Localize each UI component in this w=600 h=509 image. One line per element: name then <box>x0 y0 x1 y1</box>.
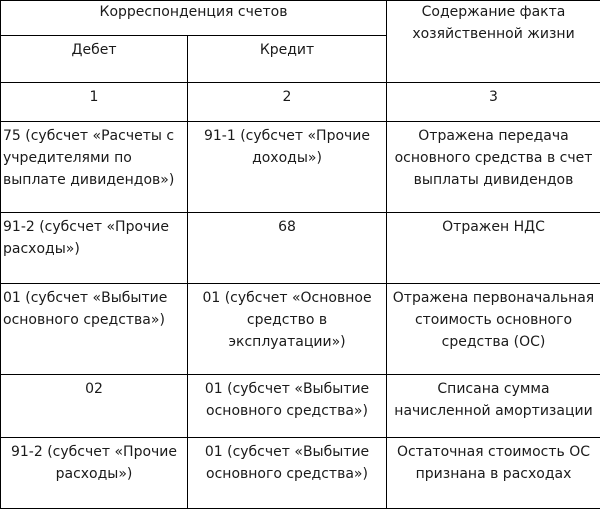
content-cell: Отражена передача основного средства в счет выплаты дивидендов <box>387 122 600 213</box>
header-row-group <box>1 1 600 36</box>
credit-cell: 91-1 (субсчет «Прочие доходы») <box>188 122 387 213</box>
credit-cell: 01 (субсчет «Основное средство в эксплуатации») <box>188 284 387 375</box>
table-row <box>1 284 600 375</box>
header-credit: Кредит <box>188 36 387 83</box>
credit-cell: 01 (субсчет «Выбытие основного средства») <box>188 438 387 509</box>
content-cell: Остаточная стоимость ОС признана в расходах <box>387 438 600 509</box>
debit-cell: 75 (субсчет «Расчеты с учредителями по выплате дивидендов») <box>1 122 188 213</box>
content-cell: Списана сумма начисленной амортизации <box>387 375 600 438</box>
credit-cell: 01 (субсчет «Выбытие основного средства») <box>188 375 387 438</box>
debit-cell: 01 (субсчет «Выбытие основного средства») <box>1 284 188 375</box>
column-number-3: 3 <box>387 83 600 122</box>
debit-cell: 02 <box>1 375 188 438</box>
credit-cell: 68 <box>188 213 387 284</box>
table-row <box>1 213 600 284</box>
debit-cell: 91-2 (субсчет «Прочие расходы») <box>1 213 188 284</box>
numbering-row <box>1 83 600 122</box>
table-row <box>1 438 600 509</box>
content-cell: Отражен НДС <box>387 213 600 284</box>
column-number-1: 1 <box>1 83 188 122</box>
header-account-correspondence: Корреспонденция счетов <box>1 1 387 36</box>
content-cell: Отражена первоначальная стоимость основного средства (ОС) <box>387 284 600 375</box>
debit-cell: 91-2 (субсчет «Прочие расходы») <box>1 438 188 509</box>
table-row <box>1 122 600 213</box>
column-number-2: 2 <box>188 83 387 122</box>
table-row <box>1 375 600 438</box>
header-fact-content: Содержание факта хозяйственной жизни <box>387 1 600 83</box>
header-debit: Дебет <box>1 36 188 83</box>
